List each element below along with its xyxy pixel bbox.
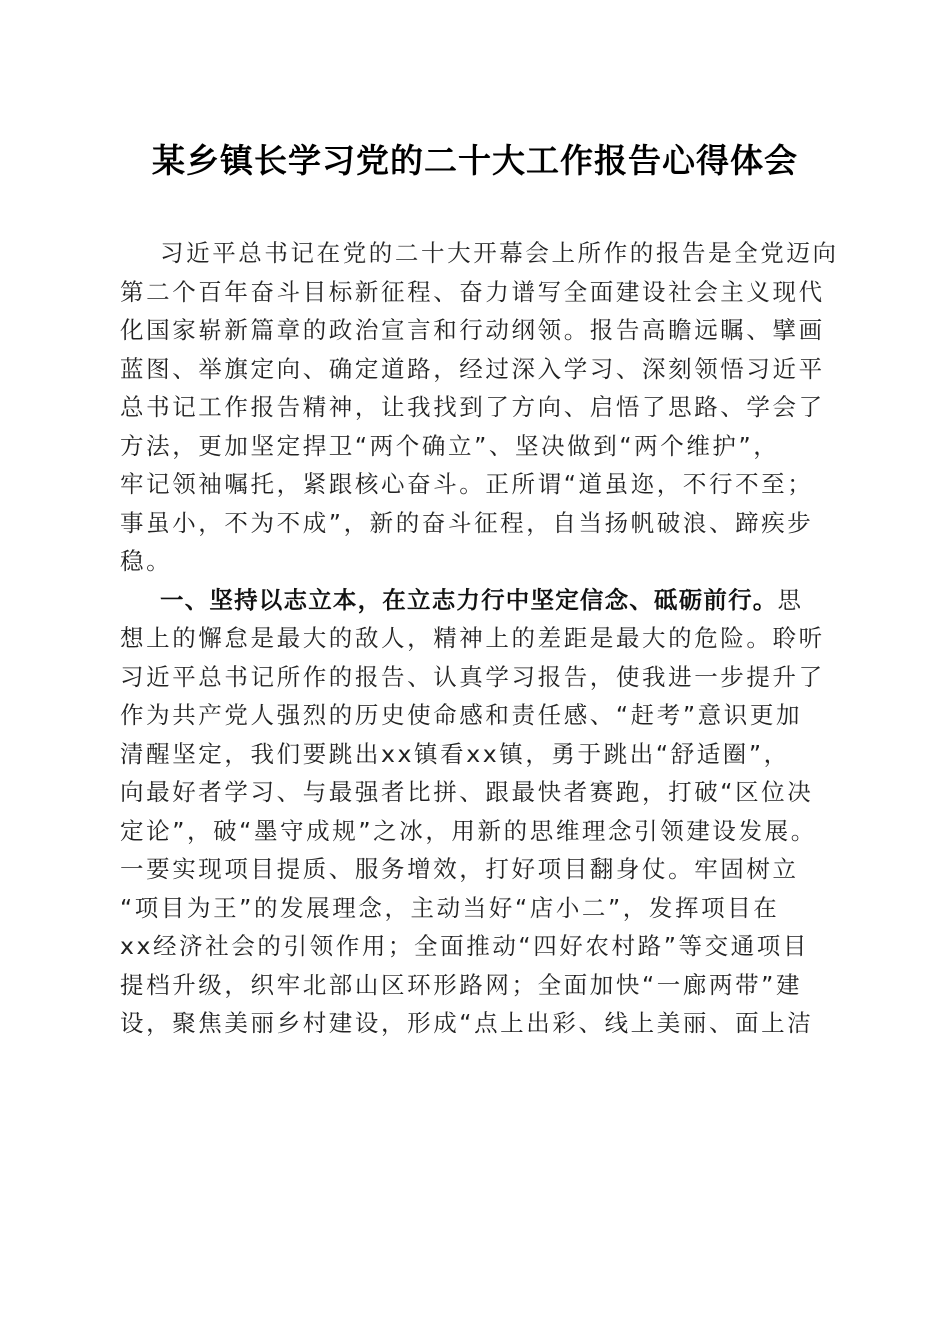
paragraph-line: 作为共产党人强烈的历史使命感和责任感、“赶考”意识更加 xyxy=(120,701,803,729)
document-title: 某乡镇长学习党的二十大工作报告心得体会 xyxy=(152,141,798,180)
paragraph-line: 化国家崭新篇章的政治宣言和行动纲领。报告高瞻远瞩、擘画 xyxy=(120,316,825,344)
paragraph-line: 定论”，破“墨守成规”之冰，用新的思维理念引领建设发展。 xyxy=(120,816,817,845)
paragraph-line: 向最好者学习、与最强者比拼、跟最快者赛跑，打破“区位决 xyxy=(120,778,814,806)
paragraph-line: 想上的懈怠是最大的敌人，精神上的差距是最大的危险。聆听 xyxy=(120,624,825,652)
paragraph-line: 方法，更加坚定捍卫“两个确立”、坚决做到“两个维护”， xyxy=(120,431,780,460)
paragraph-line: xx经济社会的引领作用；全面推动“四好农村路”等交通项目 xyxy=(120,932,809,960)
paragraph-line: 习近平总书记在党的二十大开幕会上所作的报告是全党迈向 xyxy=(160,239,839,267)
document-body xyxy=(120,234,850,1043)
paragraph-line: 第二个百年奋斗目标新征程、奋力谱写全面建设社会主义现代 xyxy=(120,277,825,306)
paragraph-line: 一要实现项目提质、服务增效，打好项目翻身仗。牢固树立 xyxy=(120,855,799,883)
paragraph-intro xyxy=(120,234,850,581)
paragraph-line: 蓝图、举旗定向、确定道路，经过深入学习、深刻领悟习近平 xyxy=(120,354,825,383)
paragraph-line: 总书记工作报告精神，让我找到了方向、启悟了思路、学会了 xyxy=(120,393,825,421)
section-heading-continuation: 思 xyxy=(777,585,804,614)
paragraph-line: 设，聚焦美丽乡村建设，形成“点上出彩、线上美丽、面上洁 xyxy=(120,1009,814,1037)
section-one xyxy=(120,581,850,1043)
paragraph-line: 习近平总书记所作的报告、认真学习报告，使我进一步提升了 xyxy=(120,662,825,691)
paragraph-line: 稳。 xyxy=(120,547,173,575)
paragraph-line: “项目为王”的发展理念，主动当好“店小二”，发挥项目在 xyxy=(120,893,780,922)
paragraph-line: 事虽小，不为不成”，新的奋斗征程，自当扬帆破浪、蹄疾步 xyxy=(120,508,814,537)
section-heading: 一、坚持以志立本，在立志力行中坚定信念、砥砺前行。 xyxy=(160,585,778,614)
section-first-line xyxy=(120,581,850,620)
paragraph-line: 清醒坚定，我们要跳出xx镇看xx镇，勇于跳出“舒适圈”， xyxy=(120,739,790,768)
paragraph-line: 提档升级，织牢北部山区环形路网；全面加快“一廊两带”建 xyxy=(120,970,803,999)
paragraph-line: 牢记领袖嘱托，紧跟核心奋斗。正所谓“道虽迩，不行不至； xyxy=(120,470,814,498)
